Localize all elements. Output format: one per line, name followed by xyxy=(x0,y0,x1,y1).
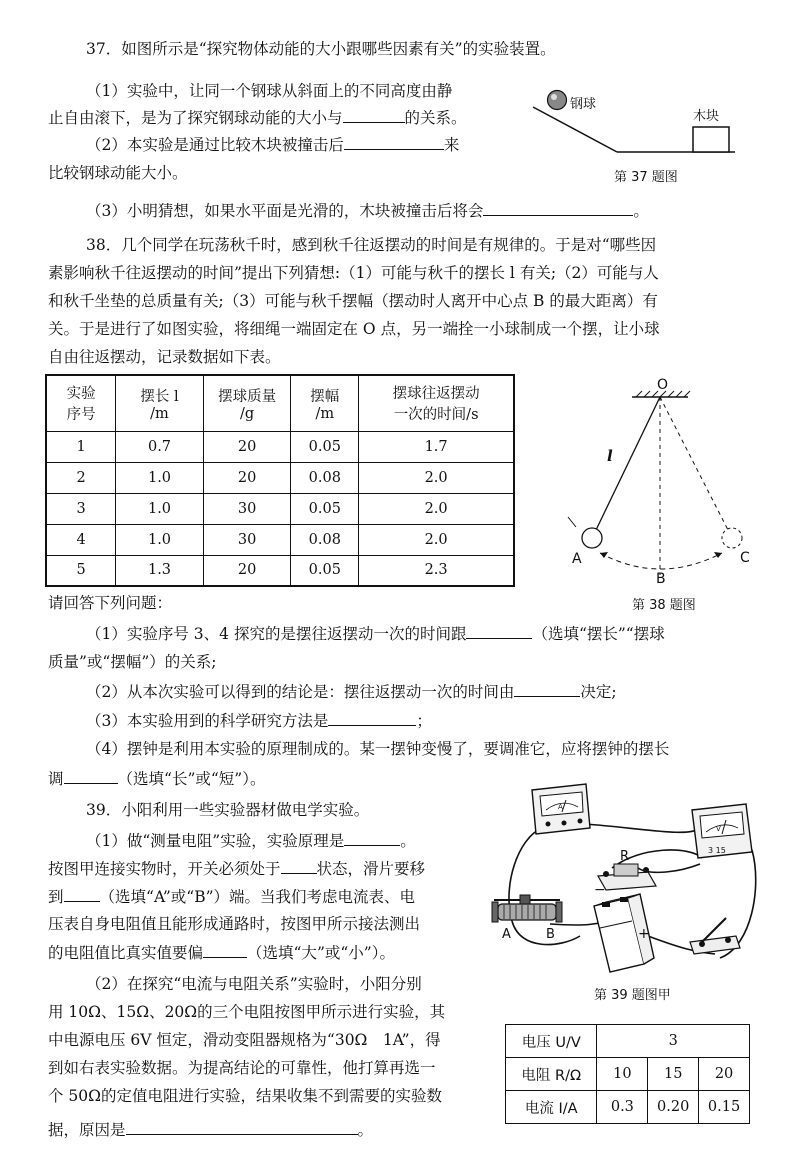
header-length: 摆长 l /m xyxy=(116,375,204,431)
q39-blank-1[interactable] xyxy=(344,829,400,846)
header-amplitude: 摆幅 /m xyxy=(291,375,359,431)
header-trial: 实验 序号 xyxy=(46,375,116,431)
label-pivot-o: O xyxy=(657,377,669,393)
q39-part1-line2 xyxy=(48,857,425,880)
q37-figure xyxy=(525,80,745,160)
cell: 2.0 xyxy=(359,493,514,524)
q39-part1-line1 xyxy=(86,829,416,852)
cell: 4 xyxy=(46,524,116,555)
label-steel-ball: 钢球 xyxy=(570,97,597,112)
current-label: 电流 I/A xyxy=(506,1091,597,1124)
voltmeter-icon xyxy=(692,804,752,858)
q38-pendulum-figure xyxy=(560,375,760,587)
table-row xyxy=(46,524,514,555)
q38-part4-tail: （选填“长”或“短”）。 xyxy=(117,770,266,788)
cell: 3 xyxy=(46,493,116,524)
table-row xyxy=(506,1058,750,1091)
cell: 0.05 xyxy=(291,431,359,462)
right-string-dashed xyxy=(660,397,728,530)
q39-blank-3[interactable] xyxy=(64,885,100,902)
q38-line3: 和秋千坐垫的总质量有关;（3）可能与秋千摆幅（摆动时人离开中心点 B 的最大距离）有 xyxy=(48,292,658,310)
q39-part2-line1: （2）在探究“电流与电阻关系”实验时，小阳分别 xyxy=(86,975,422,993)
q39-a1-tail: 。 xyxy=(400,832,416,850)
q39-a2-text: 按图甲连接实物时，开关必须处于 xyxy=(48,860,281,878)
q37-part1-text: 止自由滚下，是为了探究钢球动能的大小与 xyxy=(48,109,343,127)
q37-part3 xyxy=(86,199,649,222)
cell: 30 xyxy=(203,493,291,524)
header-mass: 摆球质量 /g xyxy=(203,375,291,431)
q39-a3-tail: （选填“A”或“B”）端。当我们考虑电流表、电 xyxy=(99,888,416,906)
cell: 1 xyxy=(46,431,116,462)
q37-part2-text: （2）本实验是通过比较木块被撞击后 xyxy=(86,136,344,154)
q39-blank-4[interactable] xyxy=(203,941,247,958)
q38-line4: 关。于是进行了如图实验，将细绳一端固定在 O 点，另一端拴一小球制成一个摆，让小球 xyxy=(48,320,660,338)
q38-part4-line2 xyxy=(48,767,265,790)
q39-part1-line4: 压表自身电阻值且能形成通路时，按图甲所示接法测出 xyxy=(48,915,421,933)
q39-stem: 39．小阳利用一些实验器材做电学实验。 xyxy=(86,801,370,819)
q37-blank-3[interactable] xyxy=(483,199,633,216)
q39-blank-5[interactable] xyxy=(126,1118,358,1135)
cell: 2.3 xyxy=(359,555,514,586)
svg-text:3 15: 3 15 xyxy=(708,846,726,855)
q38-data-table xyxy=(45,374,515,587)
cell: 20 xyxy=(699,1058,750,1091)
q39-a1-text: （1）做“测量电阻”实验，实验原理是 xyxy=(86,832,345,850)
q38-line1: 38．几个同学在玩荡秋千时，感到秋千往返摆动的时间是有规律的。于是对“哪些因 xyxy=(86,236,657,254)
q38-blank-1[interactable] xyxy=(466,622,532,639)
q37-part3-tail: 。 xyxy=(633,202,649,220)
cell: 1.3 xyxy=(116,555,204,586)
length-tick xyxy=(568,517,576,527)
ammeter-icon xyxy=(532,784,590,834)
q39-part2-line4: 到如右表实验数据。为提高结论的可靠性，他打算再选一 xyxy=(48,1059,436,1077)
q39-a3-text: 到 xyxy=(48,888,64,906)
label-wood-block: 木块 xyxy=(693,109,720,124)
q37-part1-tail: 的关系。 xyxy=(404,109,467,127)
pendulum-string xyxy=(596,397,660,530)
incline-slope xyxy=(533,107,617,152)
q39-part2-line3: 中电源电压 6V 恒定，滑动变阻器规格为“30Ω 1A”，得 xyxy=(48,1031,441,1049)
cell: 2 xyxy=(46,462,116,493)
label-resistor-r: R xyxy=(620,849,630,864)
label-battery-plus: + xyxy=(638,926,650,942)
pendulum-ball-c xyxy=(722,528,742,548)
arrow-right-icon xyxy=(714,552,722,558)
label-point-c: C xyxy=(740,550,750,566)
q38-line2: 素影响秋千往返摆动的时间”提出下列猜想:（1）可能与秋千的摆长 l 有关;（2）可能与人 xyxy=(48,264,659,282)
cell: 1.0 xyxy=(116,493,204,524)
cell: 2.0 xyxy=(359,524,514,555)
cell: 0.08 xyxy=(291,462,359,493)
q37-part2-line1 xyxy=(86,133,459,156)
q38-part3-tail: ； xyxy=(416,712,432,730)
wire-ammeter-right xyxy=(585,824,700,832)
q38-line5: 自由往返摆动，记录数据如下表。 xyxy=(48,348,281,366)
q39-circuit-figure xyxy=(490,776,775,981)
table-row xyxy=(46,493,514,524)
cell: 0.05 xyxy=(291,493,359,524)
svg-text:V: V xyxy=(716,825,721,833)
table-row xyxy=(46,462,514,493)
q39-a2-tail: 状态，滑片要移 xyxy=(316,860,426,878)
q38-part4-line1: （4）摆钟是利用本实验的原理制成的。某一摆钟变慢了，要调准它，应将摆钟的摆长 xyxy=(86,740,670,758)
svg-text:A: A xyxy=(558,803,563,811)
header-period: 摆球往返摆动 一次的时间/s xyxy=(359,375,514,431)
q38-part4-text: 调 xyxy=(48,770,64,788)
q38-part2-text: （2）从本次实验可以得到的结论是：摆往返摆动一次的时间由 xyxy=(86,683,515,701)
q39-b6-tail: 。 xyxy=(357,1121,374,1139)
q37-part2-tail: 来 xyxy=(443,136,460,154)
q37-part2-line2: 比较钢球动能大小。 xyxy=(48,164,188,182)
q37-caption: 第 37 题图 xyxy=(614,170,678,185)
q38-part1-text: （1）实验序号 3、4 探究的是摆往返摆动一次的时间跟 xyxy=(86,625,467,643)
resistance-label: 电阻 R/Ω xyxy=(506,1058,597,1091)
q38-part1-line2: 质量”或“摆幅”）的关系; xyxy=(48,653,217,671)
q37-part1-line1: （1）实验中，让同一个钢球从斜面上的不同高度由静 xyxy=(86,82,453,100)
cell: 30 xyxy=(203,524,291,555)
table-header-row xyxy=(46,375,514,431)
voltage-value: 3 xyxy=(597,1025,750,1058)
label-length-l: l xyxy=(607,447,613,465)
q38-part1-line1 xyxy=(86,622,665,645)
cell: 5 xyxy=(46,555,116,586)
cell: 1.7 xyxy=(359,431,514,462)
q38-part3-text: （3）本实验用到的科学研究方法是 xyxy=(86,712,329,730)
table-row xyxy=(46,431,514,462)
q37-blank-2[interactable] xyxy=(344,133,444,150)
q39-data-table xyxy=(505,1024,750,1124)
voltage-label: 电压 U/V xyxy=(506,1025,597,1058)
rheostat-icon xyxy=(492,895,562,922)
cell: 0.08 xyxy=(291,524,359,555)
cell: 1.0 xyxy=(116,462,204,493)
q39-part1-line3 xyxy=(48,885,415,908)
cell: 0.05 xyxy=(291,555,359,586)
q38-caption: 第 38 题图 xyxy=(632,598,696,613)
wood-block-icon xyxy=(693,127,729,152)
ball-highlight xyxy=(551,94,557,100)
q39-caption: 第 39 题图甲 xyxy=(594,988,671,1003)
q37-stem: 37．如图所示是“探究物体动能的大小跟哪些因素有关”的实验装置。 xyxy=(86,40,556,58)
table-row xyxy=(506,1025,750,1058)
cell: 15 xyxy=(648,1058,699,1091)
arrow-left-icon xyxy=(600,552,608,558)
q39-a5-tail: （选填“大”或“小”）。 xyxy=(247,944,395,962)
q38-blank-2[interactable] xyxy=(514,680,580,697)
cell: 20 xyxy=(203,555,291,586)
cell: 0.20 xyxy=(648,1091,699,1124)
q38-part2-tail: 决定; xyxy=(580,683,617,701)
switch-icon xyxy=(690,918,740,954)
q37-part3-text: （3）小明猜想，如果水平面是光滑的，木块被撞击后将会 xyxy=(86,202,484,220)
pendulum-ball-a xyxy=(582,528,602,548)
q38-part2 xyxy=(86,680,617,703)
swing-arc xyxy=(600,553,722,569)
cell: 0.7 xyxy=(116,431,204,462)
q38-blank-3[interactable] xyxy=(328,709,416,726)
q37-part1-line2 xyxy=(48,106,467,129)
label-rheostat-a: A xyxy=(502,927,511,942)
q39-blank-2[interactable] xyxy=(281,857,317,874)
q39-part2-line5: 个 50Ω的定值电阻进行实验，结果收集不到需要的实验数 xyxy=(48,1087,443,1105)
q38-part3 xyxy=(86,709,432,732)
label-point-a: A xyxy=(572,551,582,567)
cell: 10 xyxy=(597,1058,648,1091)
q38-blank-4[interactable] xyxy=(64,767,118,784)
q37-blank-1[interactable] xyxy=(343,106,405,123)
q39-part2-line2: 用 10Ω、15Ω、20Ω的三个电阻按图甲所示进行实验，其 xyxy=(48,1003,446,1021)
q39-part1-line5 xyxy=(48,941,395,964)
q39-a5-text: 的电阻值比真实值要偏 xyxy=(48,944,204,962)
q38-ask: 请回答下列问题： xyxy=(48,594,173,612)
cell: 20 xyxy=(203,431,291,462)
cell: 20 xyxy=(203,462,291,493)
q39-b6-text: 据，原因是 xyxy=(48,1121,126,1139)
cell: 0.15 xyxy=(699,1091,750,1124)
table-row xyxy=(506,1091,750,1124)
label-point-b: B xyxy=(656,571,666,587)
label-battery-minus: − xyxy=(594,882,606,898)
cell: 1.0 xyxy=(116,524,204,555)
resistor-icon xyxy=(598,864,656,890)
label-rheostat-b: B xyxy=(546,927,555,942)
q38-part1-tail: （选填“摆长”“摆球 xyxy=(532,625,665,643)
table-row xyxy=(46,555,514,586)
q39-part2-line6 xyxy=(48,1118,373,1141)
cell: 2.0 xyxy=(359,462,514,493)
steel-ball-icon xyxy=(548,91,567,110)
cell: 0.3 xyxy=(597,1091,648,1124)
